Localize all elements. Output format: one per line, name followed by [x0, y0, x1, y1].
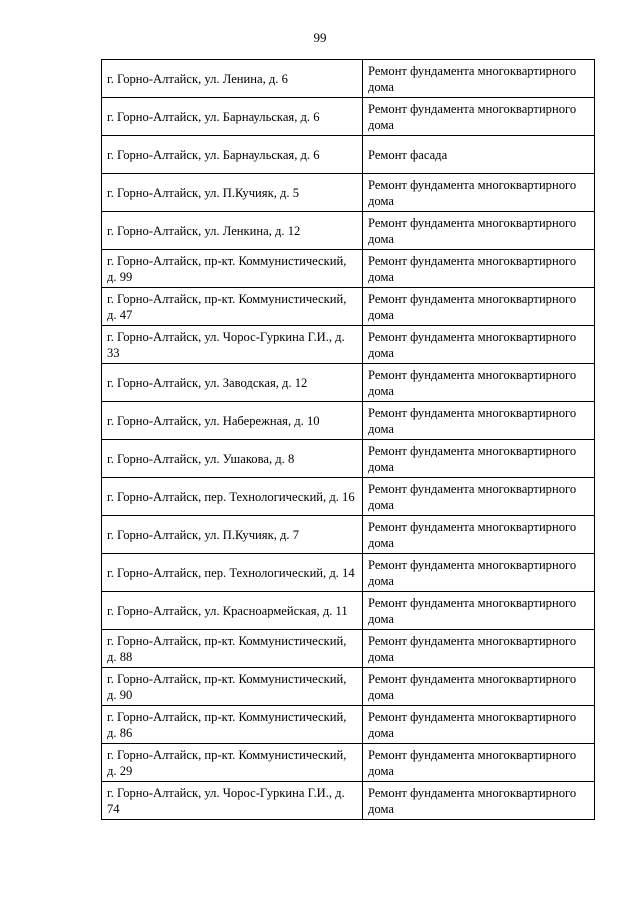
work-type-cell: Ремонт фундамента многоквартирного дома — [363, 364, 595, 402]
table-row — [102, 630, 595, 668]
address-cell: г. Горно-Алтайск, ул. Чорос-Гуркина Г.И., д. 33 — [102, 326, 363, 364]
address-work-table — [101, 59, 595, 820]
table-row — [102, 706, 595, 744]
address-cell: г. Горно-Алтайск, пер. Технологический, д. 16 — [102, 478, 363, 516]
table-row — [102, 516, 595, 554]
address-cell: г. Горно-Алтайск, пер. Технологический, д. 14 — [102, 554, 363, 592]
table-row — [102, 212, 595, 250]
address-cell: г. Горно-Алтайск, пр-кт. Коммунистический, д. 47 — [102, 288, 363, 326]
table-row — [102, 136, 595, 174]
address-cell: г. Горно-Алтайск, ул. П.Кучияк, д. 5 — [102, 174, 363, 212]
work-type-cell: Ремонт фундамента многоквартирного дома — [363, 554, 595, 592]
page-number: 99 — [313, 30, 327, 45]
work-type-cell: Ремонт фундамента многоквартирного дома — [363, 326, 595, 364]
work-type-cell: Ремонт фундамента многоквартирного дома — [363, 706, 595, 744]
work-type-cell: Ремонт фундамента многоквартирного дома — [363, 516, 595, 554]
table-row — [102, 782, 595, 820]
address-cell: г. Горно-Алтайск, пр-кт. Коммунистический, д. 99 — [102, 250, 363, 288]
work-type-cell: Ремонт фундамента многоквартирного дома — [363, 592, 595, 630]
address-cell: г. Горно-Алтайск, ул. Ленкина, д. 12 — [102, 212, 363, 250]
table-row — [102, 668, 595, 706]
work-type-cell: Ремонт фундамента многоквартирного дома — [363, 782, 595, 820]
table-row — [102, 744, 595, 782]
table-row — [102, 60, 595, 98]
address-cell: г. Горно-Алтайск, ул. Ленина, д. 6 — [102, 60, 363, 98]
work-type-cell: Ремонт фундамента многоквартирного дома — [363, 478, 595, 516]
address-cell: г. Горно-Алтайск, ул. Заводская, д. 12 — [102, 364, 363, 402]
work-type-cell: Ремонт фундамента многоквартирного дома — [363, 288, 595, 326]
table-row — [102, 478, 595, 516]
address-cell: г. Горно-Алтайск, пр-кт. Коммунистический, д. 88 — [102, 630, 363, 668]
address-cell: г. Горно-Алтайск, ул. Чорос-Гуркина Г.И., д. 74 — [102, 782, 363, 820]
table-row — [102, 98, 595, 136]
address-cell: г. Горно-Алтайск, пр-кт. Коммунистический, д. 29 — [102, 744, 363, 782]
work-type-cell: Ремонт фасада — [363, 136, 595, 174]
address-cell: г. Горно-Алтайск, ул. П.Кучияк, д. 7 — [102, 516, 363, 554]
work-type-cell: Ремонт фундамента многоквартирного дома — [363, 402, 595, 440]
address-cell: г. Горно-Алтайск, ул. Барнаульская, д. 6 — [102, 136, 363, 174]
table-row — [102, 250, 595, 288]
work-type-cell: Ремонт фундамента многоквартирного дома — [363, 98, 595, 136]
address-cell: г. Горно-Алтайск, ул. Барнаульская, д. 6 — [102, 98, 363, 136]
work-type-cell: Ремонт фундамента многоквартирного дома — [363, 630, 595, 668]
address-cell: г. Горно-Алтайск, ул. Ушакова, д. 8 — [102, 440, 363, 478]
work-type-cell: Ремонт фундамента многоквартирного дома — [363, 744, 595, 782]
table-row — [102, 592, 595, 630]
address-cell: г. Горно-Алтайск, пр-кт. Коммунистический, д. 86 — [102, 706, 363, 744]
address-cell: г. Горно-Алтайск, ул. Красноармейская, д. 11 — [102, 592, 363, 630]
table-row — [102, 288, 595, 326]
table-row — [102, 440, 595, 478]
work-type-cell: Ремонт фундамента многоквартирного дома — [363, 250, 595, 288]
table-row — [102, 364, 595, 402]
work-type-cell: Ремонт фундамента многоквартирного дома — [363, 440, 595, 478]
table-row — [102, 402, 595, 440]
table-row — [102, 174, 595, 212]
work-type-cell: Ремонт фундамента многоквартирного дома — [363, 212, 595, 250]
address-cell: г. Горно-Алтайск, пр-кт. Коммунистический, д. 90 — [102, 668, 363, 706]
work-type-cell: Ремонт фундамента многоквартирного дома — [363, 668, 595, 706]
table-row — [102, 554, 595, 592]
address-cell: г. Горно-Алтайск, ул. Набережная, д. 10 — [102, 402, 363, 440]
work-type-cell: Ремонт фундамента многоквартирного дома — [363, 174, 595, 212]
table-row — [102, 326, 595, 364]
work-type-cell: Ремонт фундамента многоквартирного дома — [363, 60, 595, 98]
